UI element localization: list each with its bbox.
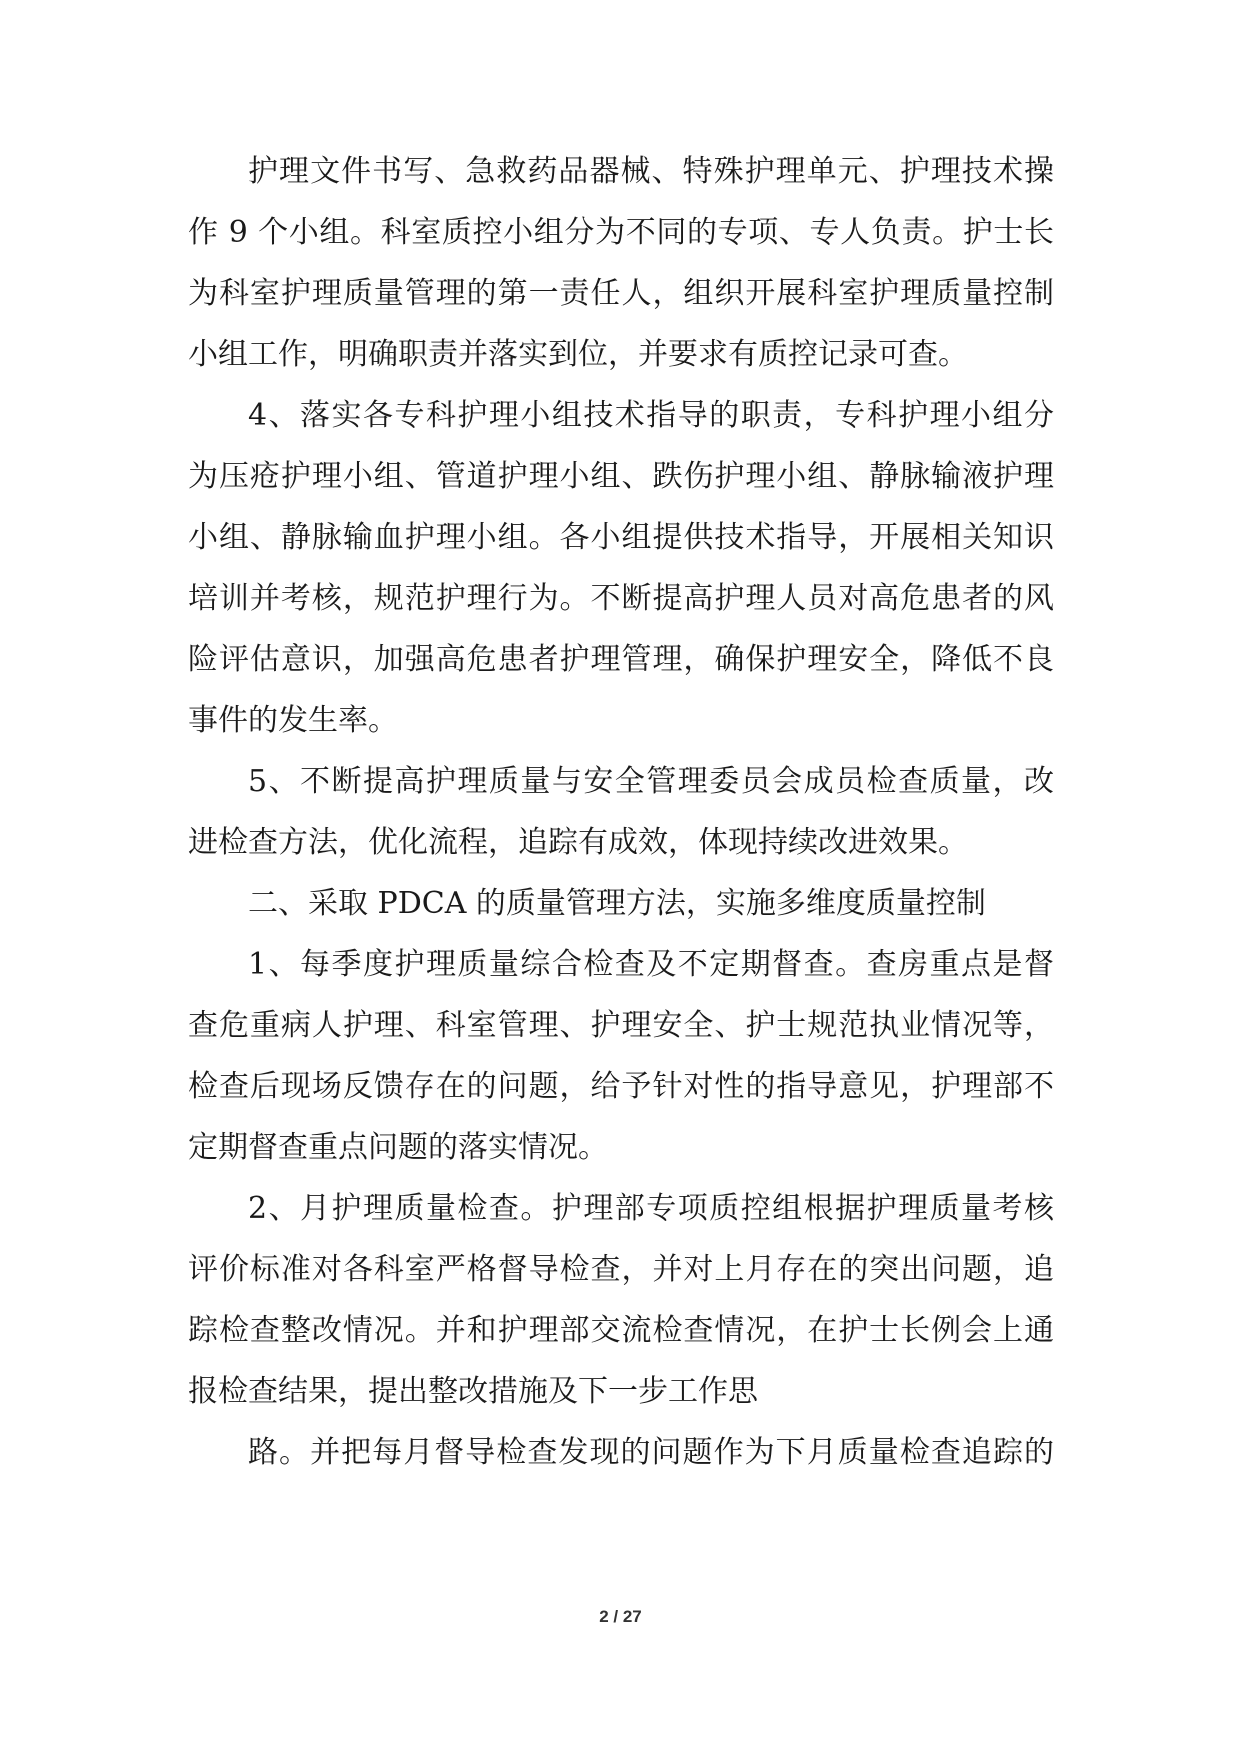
text-line: 事件的发生率。 (188, 703, 398, 738)
text-line: 报检查结果，提出整改措施及下一步工作思 (188, 1374, 758, 1409)
text-line: 二、采取 PDCA 的质量管理方法，实施多维度质量控制 (248, 886, 986, 921)
text-line: 进检查方法，优化流程，追踪有成效，体现持续改进效果。 (188, 825, 968, 860)
text-line: 小组工作，明确职责并落实到位，并要求有质控记录可查。 (188, 337, 968, 372)
document-body (188, 153, 1054, 1495)
text-line: 评价标准对各科室严格督导检查，并对上月存在的突出问题，追 (188, 1252, 1054, 1287)
text-line: 护理文件书写、急救药品器械、特殊护理单元、护理技术操 (248, 154, 1054, 189)
text-line: 4、落实各专科护理小组技术指导的职责，专科护理小组分 (248, 398, 1054, 433)
text-line: 作 9 个小组。科室质控小组分为不同的专项、专人负责。护士长 (188, 215, 1054, 250)
text-line: 查危重病人护理、科室管理、护理安全、护士规范执业情况等， (188, 1008, 1054, 1043)
text-line: 1、每季度护理质量综合检查及不定期督查。查房重点是督 (248, 947, 1054, 982)
text-line: 为科室护理质量管理的第一责任人，组织开展科室护理质量控制 (188, 276, 1054, 311)
text-line: 定期督查重点问题的落实情况。 (188, 1130, 608, 1165)
text-line: 为压疮护理小组、管道护理小组、跌伤护理小组、静脉输液护理 (188, 459, 1054, 494)
text-line: 踪检查整改情况。并和护理部交流检查情况，在护士长例会上通 (188, 1313, 1054, 1348)
text-line: 小组、静脉输血护理小组。各小组提供技术指导，开展相关知识 (188, 520, 1054, 555)
text-line: 路。并把每月督导检查发现的问题作为下月质量检查追踪的 (248, 1435, 1054, 1470)
text-line: 5、不断提高护理质量与安全管理委员会成员检查质量，改 (248, 764, 1054, 799)
text-line: 培训并考核，规范护理行为。不断提高护理人员对高危患者的风 (188, 581, 1054, 616)
page-number: 2 / 27 (599, 1607, 642, 1626)
text-line: 检查后现场反馈存在的问题，给予针对性的指导意见，护理部不 (188, 1069, 1054, 1104)
text-line: 险评估意识，加强高危患者护理管理，确保护理安全，降低不良 (188, 642, 1054, 677)
text-line: 2、月护理质量检查。护理部专项质控组根据护理质量考核 (248, 1191, 1054, 1226)
